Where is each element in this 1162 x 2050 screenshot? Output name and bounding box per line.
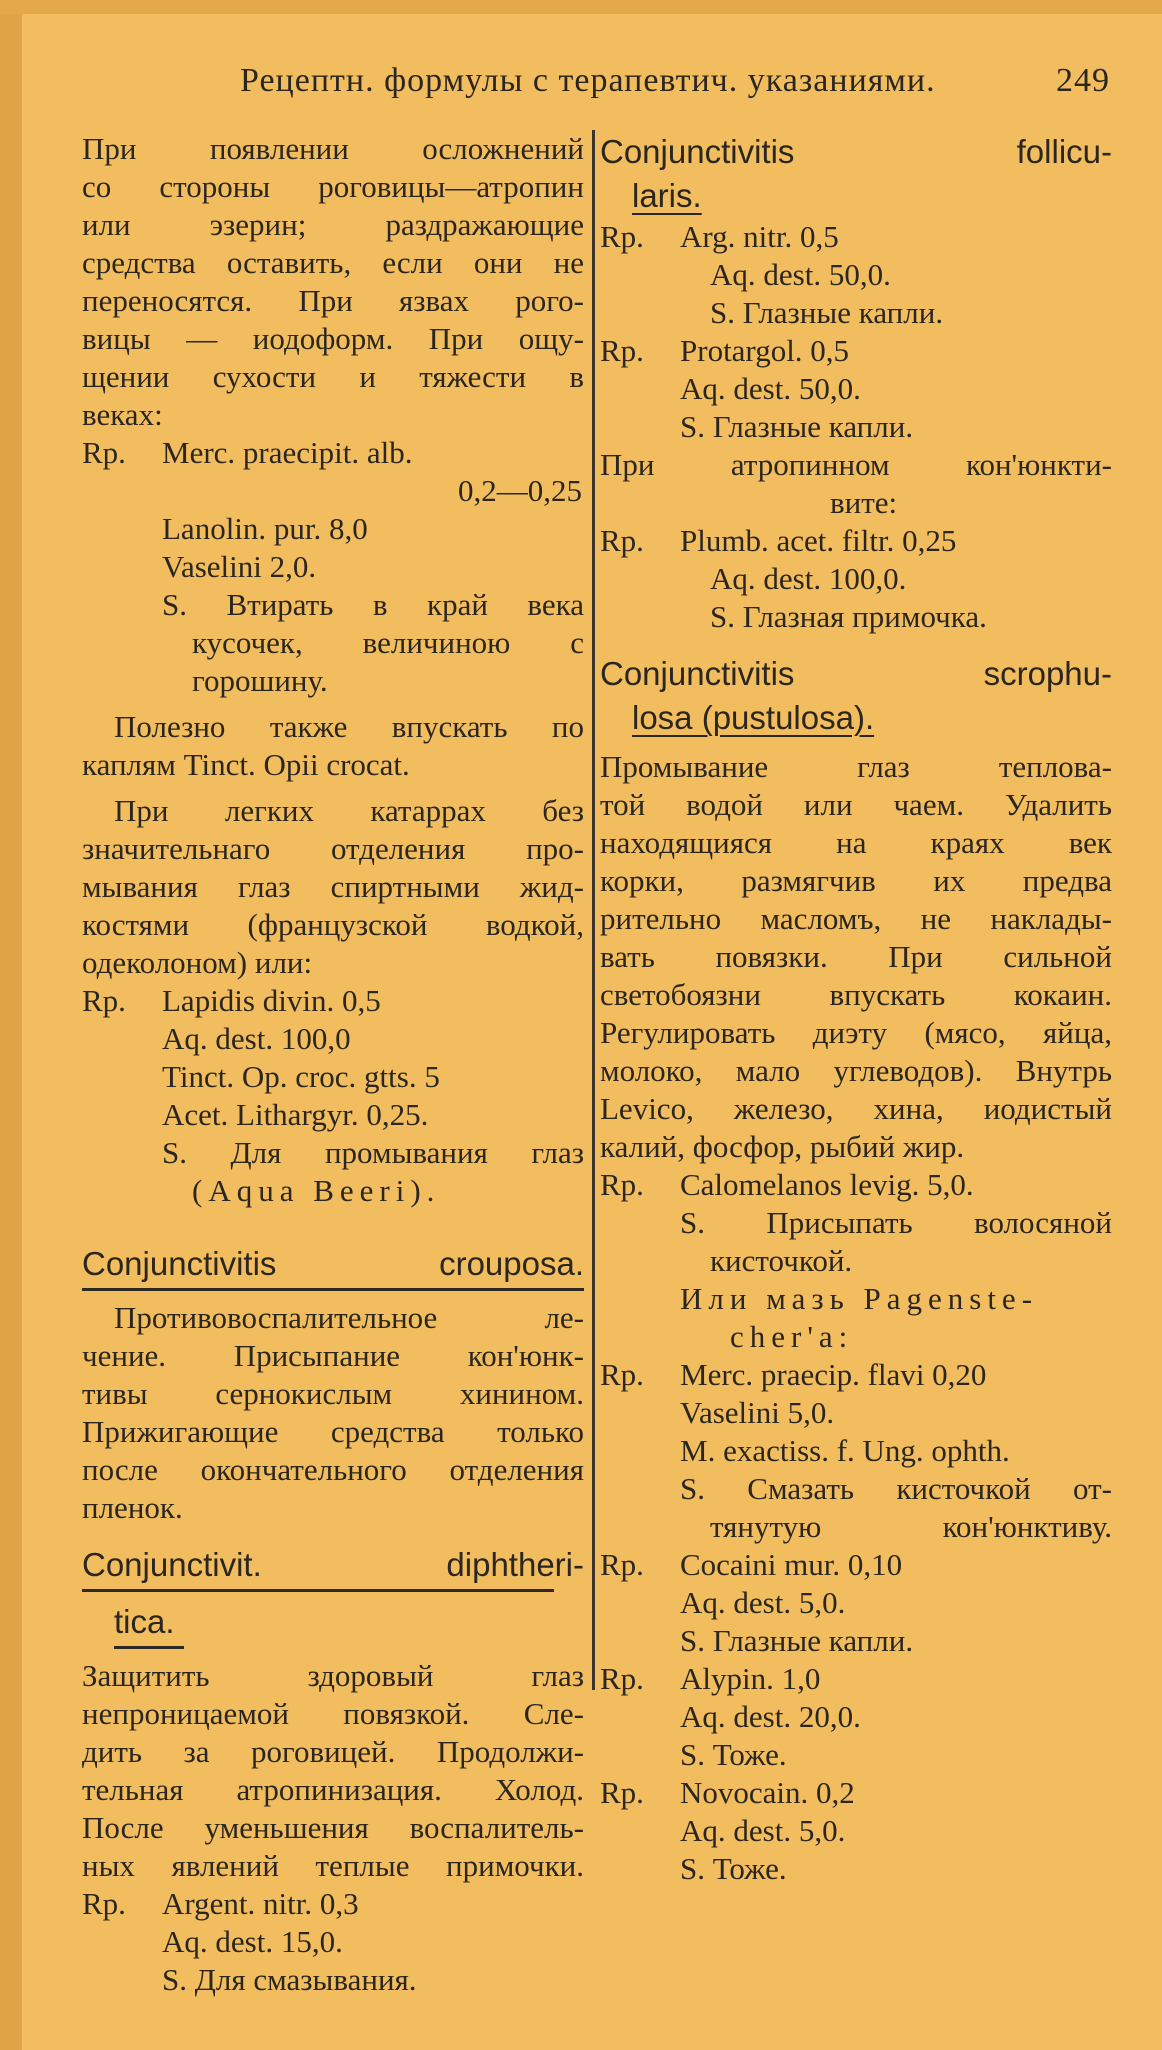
- section-heading: Conjunctivit. diphtheri-: [82, 1546, 584, 1583]
- text-line: вать повязки. При сильной: [600, 939, 1112, 974]
- prescription-ingredient: Protargol. 0,5: [680, 333, 850, 368]
- prescription-line: [600, 332, 1112, 370]
- prescription-ingredient: Aq. dest. 100,0: [162, 1021, 351, 1056]
- prescription-ingredient: Aq. dest. 5,0.: [680, 1585, 846, 1620]
- text-line: Противовоспалительное ле-: [114, 1300, 584, 1335]
- prescription-signa: S. Тоже.: [680, 1737, 787, 1772]
- heading-rule: [82, 1288, 584, 1291]
- page-edge: [0, 0, 22, 2050]
- section-heading: Conjunctivitis scrophu-: [600, 655, 1112, 692]
- text-line: Прижигающие средства только: [82, 1414, 584, 1449]
- section-heading-cont: [600, 696, 1112, 740]
- rp-label: Rp.: [600, 333, 644, 368]
- text-line: веках:: [82, 397, 163, 432]
- text-line: калий, фосфор, рыбий жир.: [600, 1129, 965, 1164]
- section-heading: Conjunctivitis follicu-: [600, 133, 1112, 170]
- prescription-ingredient: Novocain. 0,2: [680, 1775, 855, 1810]
- section-heading-cont: tica.: [114, 1603, 175, 1640]
- rp-label: Rp.: [600, 523, 644, 558]
- text-line: светобоязни впускать кокаин.: [600, 977, 1112, 1012]
- prescription-ingredient: Calomelanos levig. 5,0.: [680, 1167, 974, 1202]
- heading-rule: [82, 1589, 554, 1592]
- prescription-ingredient: Aq. dest. 50,0.: [680, 371, 861, 406]
- rp-label: Rp.: [600, 1167, 644, 1202]
- section-heading-word: losa (pustulosa).: [632, 699, 875, 736]
- text-line: После уменьшения воспалитель-: [82, 1810, 584, 1845]
- text-line: вите:: [830, 485, 898, 520]
- text-line: чение. Присыпание кон'юнк-: [82, 1338, 584, 1373]
- rp-label: Rp.: [82, 1886, 126, 1921]
- prescription-line: [600, 1774, 1112, 1812]
- text-line: Или мазь Pagenste-: [680, 1281, 1039, 1316]
- text-line: или эзерин; раздражающие: [82, 207, 584, 242]
- text-line: дить за роговицей. Продолжи-: [82, 1734, 584, 1769]
- prescription-line: [600, 522, 1112, 560]
- prescription-signa: S. Глазные капли.: [680, 409, 914, 444]
- prescription-signa: кусочек, величиною с: [192, 625, 584, 660]
- prescription-line: [600, 218, 1112, 256]
- prescription-line: [600, 1546, 1112, 1584]
- page-number: 249: [1056, 62, 1110, 99]
- prescription-signa: S. Для смазывания.: [162, 1962, 417, 1997]
- heading-rule: [114, 1646, 184, 1649]
- prescription-signa: горошину.: [192, 663, 328, 698]
- prescription-ingredient: Arg. nitr. 0,5: [680, 219, 839, 254]
- prescription-signa: S. Смазать кисточкой от-: [680, 1471, 1112, 1506]
- prescription-line: [600, 1660, 1112, 1698]
- prescription-line: [82, 434, 584, 472]
- running-title: Рецептн. формулы с терапевтич. указаниями.: [240, 62, 936, 99]
- prescription-ingredient: Merc. praecipit. alb.: [162, 435, 413, 470]
- prescription-ingredient: Tinct. Op. croc. gtts. 5: [162, 1059, 440, 1094]
- prescription-line: [82, 1885, 584, 1923]
- text-line: cher'a:: [730, 1319, 854, 1354]
- text-line: щении сухости и тяжести в: [82, 359, 584, 394]
- text-line: средства оставить, если они не: [82, 245, 584, 280]
- text-line: пленок.: [82, 1490, 183, 1525]
- page-edge-top: [0, 0, 1162, 14]
- prescription-line: [82, 982, 584, 1020]
- text-line: находящияся на краях век: [600, 825, 1112, 860]
- prescription-signa: кисточкой.: [710, 1243, 853, 1278]
- text-line: ных явлений теплые примочки.: [82, 1848, 584, 1883]
- prescription-ingredient: Vaselini 2,0.: [162, 549, 317, 584]
- prescription-ingredient: Lapidis divin. 0,5: [162, 983, 381, 1018]
- prescription-signa: тянутую кон'юнктиву.: [710, 1509, 1112, 1544]
- prescription-ingredient: Cocaini mur. 0,10: [680, 1547, 903, 1582]
- text-line: Промывание глаз теплова-: [600, 749, 1112, 784]
- rp-label: Rp.: [600, 1661, 644, 1696]
- prescription-ingredient: Argent. nitr. 0,3: [162, 1886, 359, 1921]
- prescription-ingredient: Aq. dest. 15,0.: [162, 1924, 343, 1959]
- prescription-dose: 0,2—0,25: [458, 473, 582, 508]
- text-line: одеколоном) или:: [82, 945, 313, 980]
- rp-label: Rp.: [600, 219, 644, 254]
- text-line: каплям Tinct. Opii crocat.: [82, 747, 410, 782]
- prescription-ingredient: Plumb. acet. filtr. 0,25: [680, 523, 957, 558]
- column-divider: [592, 130, 595, 1690]
- section-heading-cont: [600, 174, 1112, 218]
- text-line: При легких катаррах без: [114, 793, 584, 828]
- text-line: Защитить здоровый глаз: [82, 1658, 584, 1693]
- prescription-signa: S. Втирать в край века: [162, 587, 584, 622]
- prescription-ingredient: Alypin. 1,0: [680, 1661, 821, 1696]
- prescription-signa: S. Глазная примочка.: [710, 599, 987, 634]
- prescription-signa: (Aqua Beeri).: [192, 1173, 441, 1208]
- rp-label: Rp.: [82, 435, 126, 470]
- prescription-signa: S. Тоже.: [680, 1851, 787, 1886]
- text-line: Levico, железо, хина, иодистый: [600, 1091, 1112, 1126]
- rp-label: Rp.: [82, 983, 126, 1018]
- text-line: значительнаго отделения про-: [82, 831, 584, 866]
- prescription-line: [600, 1356, 1112, 1394]
- prescription-ingredient: Vaselini 5,0.: [680, 1395, 835, 1430]
- text-line: рительно масломъ, не наклады-: [600, 901, 1112, 936]
- prescription-signa: S. Для промывания глаз: [162, 1135, 584, 1170]
- left-column: [82, 130, 584, 1999]
- text-line: непроницаемой повязкой. Сле-: [82, 1696, 584, 1731]
- prescription-ingredient: Acet. Lithargyr. 0,25.: [162, 1097, 429, 1132]
- text-line: Полезно также впускать по: [114, 709, 584, 744]
- text-line: после окончательного отделения: [82, 1452, 584, 1487]
- text-line: корки, размягчив их предва: [600, 863, 1112, 898]
- text-line: Регулировать диэту (мясо, яйца,: [600, 1015, 1112, 1050]
- right-column: [600, 130, 1112, 1888]
- text-line: той водой или чаем. Удалить: [600, 787, 1112, 822]
- rp-label: Rp.: [600, 1547, 644, 1582]
- prescription-ingredient: M. exactiss. f. Ung. ophth.: [680, 1433, 1010, 1468]
- text-line: костями (французской водкой,: [82, 907, 584, 942]
- prescription-signa: S. Глазные капли.: [710, 295, 944, 330]
- prescription-ingredient: Aq. dest. 5,0.: [680, 1813, 846, 1848]
- text-line: тельная атропинизация. Холод.: [82, 1772, 584, 1807]
- text-line: мывания глаз спиртными жид-: [82, 869, 584, 904]
- prescription-ingredient: Merc. praecip. flavi 0,20: [680, 1357, 987, 1392]
- prescription-signa: S. Глазные капли.: [680, 1623, 914, 1658]
- prescription-ingredient: Lanolin. pur. 8,0: [162, 511, 368, 546]
- text-line: переносятся. При язвах рого-: [82, 283, 584, 318]
- text-line: При атропинном кон'юнкти-: [600, 447, 1112, 482]
- text-line: со стороны роговицы—атропин: [82, 169, 584, 204]
- prescription-ingredient: Aq. dest. 50,0.: [710, 257, 891, 292]
- running-header: [240, 62, 1120, 112]
- section-heading-word: laris.: [632, 177, 702, 214]
- text-line: молоко, мало углеводов). Внутрь: [600, 1053, 1112, 1088]
- text-line: вицы — иодоформ. При ощу-: [82, 321, 584, 356]
- prescription-line: [600, 1166, 1112, 1204]
- section-heading: Conjunctivitis crouposa.: [82, 1245, 584, 1282]
- prescription-ingredient: Aq. dest. 100,0.: [710, 561, 907, 596]
- text-line: При появлении осложнений: [82, 131, 584, 166]
- rp-label: Rp.: [600, 1775, 644, 1810]
- text-line: тивы сернокислым хинином.: [82, 1376, 584, 1411]
- prescription-ingredient: Aq. dest. 20,0.: [680, 1699, 861, 1734]
- prescription-signa: S. Присыпать волосяной: [680, 1205, 1112, 1240]
- rp-label: Rp.: [600, 1357, 644, 1392]
